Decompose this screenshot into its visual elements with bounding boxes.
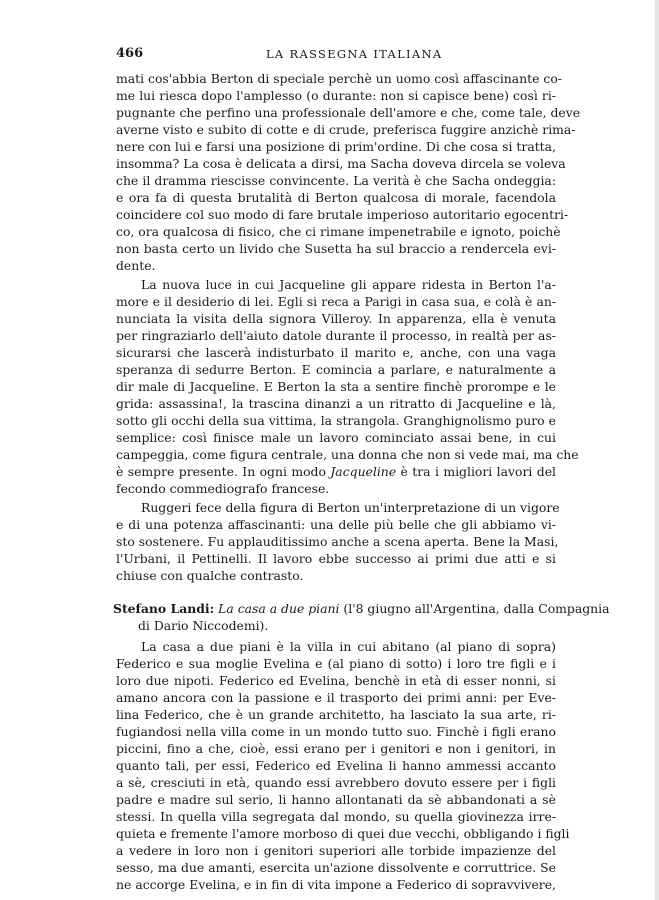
text-line: grida: assassina!, la trascina dinanzi a un ritratto di Jacqueline e là,	[116, 396, 556, 411]
page-number: 466	[116, 46, 144, 61]
text-line: quieta e fremente l'amore morboso di quei due vecchi, obbligando i figli	[116, 826, 570, 841]
text-line: La nuova luce in cui Jacqueline gli appare ridesta in Berton l'a-	[141, 277, 556, 292]
premiere-info: (l'8 giugno all'Argentina, dalla Compagnia	[339, 601, 610, 616]
review-title: La casa a due piani	[218, 601, 340, 616]
text-line: a sè, cresciuti in età, quando essi avrebbero dovuto essere per i figli	[116, 775, 556, 790]
text-line: e di una potenza affascinanti: una delle più belle che gli abbiamo vi-	[116, 517, 556, 532]
text-line: per ringraziarlo dell'aiuto datole durante il processo, in realtà per as-	[116, 328, 556, 343]
text-line: amano ancora con la passione e il trasporto dei primi anni: per Eve-	[116, 690, 556, 705]
text-line: speranza di sedurre Berton. E comincia a parlare, e naturalmente a	[116, 362, 556, 377]
text-line: pugnante che perfino una professionale dell'amore e che, come tale, deve	[116, 105, 581, 120]
text-line: me lui riesca dopo l'amplesso (o durante: non si capisce bene) così ri-	[116, 88, 556, 103]
text-line: sto sostenere. Fu applauditissimo anche a scena aperta. Bene la Masi,	[116, 534, 559, 549]
premiere-info-cont: di Dario Niccodemi).	[138, 618, 269, 633]
text-line: sicurarsi che lascerà indisturbato il marito e, anche, con una vaga	[116, 345, 556, 360]
text-line: sesso, ma due amanti, esercita un'azione dissolvente e corruttrice. Se	[116, 860, 556, 875]
text-line: l'Urbani, il Pettinelli. Il lavoro ebbe successo ai primi due atti e si	[116, 551, 556, 566]
text-line: non basta certo un livido che Susetta ha sul braccio a rendercela evi-	[116, 241, 556, 256]
text-line: co, ora qualcosa di fisico, che ci rimane impenetrabile e ignoto, poichè	[116, 224, 561, 239]
text-line: more e il desiderio di lei. Egli si reca a Parigi in casa sua, e colà è an-	[116, 294, 556, 309]
text-line: averne visto e subito di cotte e di crude, preferisca fuggire anzichè rima-	[116, 122, 576, 137]
text-line: quanto tali, per essi, Federico ed Evelina li hanno ammessi accanto	[116, 758, 556, 773]
text-line: campeggia, come figura centrale, una donna che non si vede mai, ma che	[116, 447, 579, 462]
running-header	[116, 46, 556, 62]
text-line: dir male di Jacqueline. E Berton la sta a sentire finchè prorompe e le	[116, 379, 556, 394]
text-line: La casa a due piani è la villa in cui abitano (al piano di sopra)	[141, 639, 556, 654]
play-title: Jacqueline	[330, 464, 397, 479]
text-line: coincidere col suo modo di fare brutale imperioso autoritario egocentri-	[116, 207, 569, 222]
text-line: che il dramma riescisse convincente. La verità è che Sacha ondeggia:	[116, 173, 556, 188]
text-line: dente.	[116, 258, 156, 273]
text-line: padre e madre sul serio, li hanno allontanati da sè abbandonati a sè	[116, 792, 556, 807]
review-author: Stefano Landi:	[113, 601, 215, 616]
text-line: e ora fa di questa brutalità di Berton qualcosa di morale, facendola	[116, 190, 556, 205]
text-line: stessi. In quella villa segregata dal mondo, su quella giovinezza irre-	[116, 809, 556, 824]
text-line: loro due nipoti. Federico ed Evelina, benchè in età di esser nonni, si	[116, 673, 556, 688]
text-line	[116, 463, 556, 480]
running-title: LA RASSEGNA ITALIANA	[266, 47, 443, 61]
text-line: sotto gli occhi della sua vittima, la strangola. Granghignolismo puro e	[116, 413, 556, 428]
text-line: fecondo commediografo francese.	[116, 481, 330, 496]
text-line: ne accorge Evelina, e in fin di vita impone a Federico di sopravvivere,	[116, 877, 556, 892]
text-line: lina Federico, che è un grande architetto, ha lasciato la sua arte, ri-	[116, 707, 556, 722]
text-line: Ruggeri fece della figura di Berton un'interpretazione di un vigore	[141, 500, 560, 515]
text-line: Federico e sua moglie Evelina e (al piano di sotto) i loro tre figli e i	[116, 656, 556, 671]
text-line: mati cos'abbia Berton di speciale perchè un uomo così affascinante co-	[116, 71, 562, 86]
review-heading	[113, 600, 610, 617]
page-edge	[655, 0, 659, 900]
text-run: è tra i migliori lavori del	[396, 464, 557, 479]
text-line: chiuse con qualche contrasto.	[116, 568, 304, 583]
text-line: piccini, fino a che, cioè, essi erano per i genitori e non i genitori, in	[116, 741, 556, 756]
text-line: nere con lui e farsi una posizione di prim'ordine. Di che cosa si tratta,	[116, 139, 556, 154]
text-run: è sempre presente. In ogni modo	[116, 464, 331, 479]
text-line: insomma? La cosa è delicata a dirsi, ma Sacha doveva dircela se voleva	[116, 156, 566, 171]
text-line: semplice: così finisce male un lavoro cominciato assai bene, in cui	[116, 430, 556, 445]
text-line: a vedere in loro non i genitori superiori alle torbide impazienze del	[116, 843, 556, 858]
text-line: nunciata la visita della signora Villeroy. In apparenza, ella è venuta	[116, 311, 556, 326]
text-line: fugiandosi nella villa come in un mondo tutto suo. Finchè i figli erano	[116, 724, 556, 739]
